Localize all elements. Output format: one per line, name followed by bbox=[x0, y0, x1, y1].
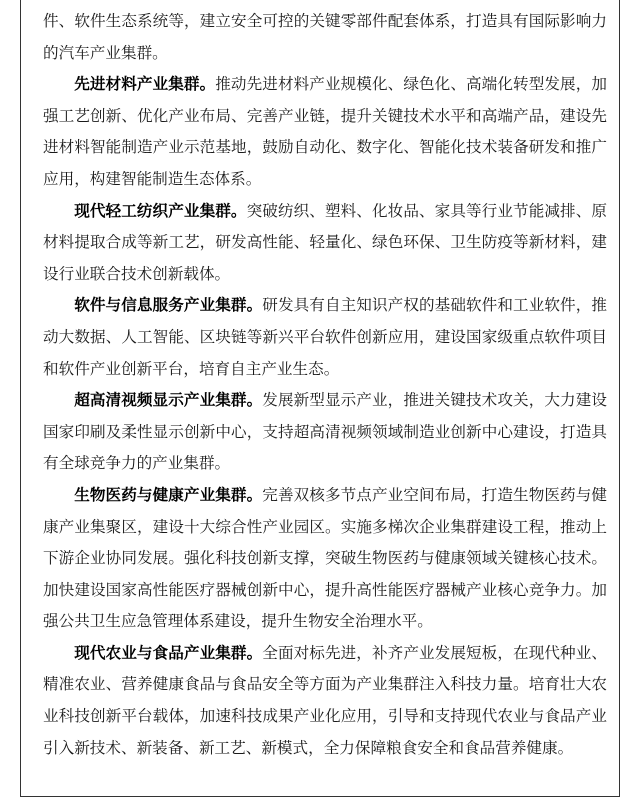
paragraph-software-info bbox=[43, 290, 607, 385]
paragraph-agriculture-food bbox=[43, 638, 607, 764]
paragraph-heading: 现代农业与食品产业集群。 bbox=[74, 643, 263, 662]
paragraph-body: 研发具有自主知识产权的基础软件和工业软件，推动大数据、人工智能、区块链等新兴平台软件创新应用，建设国家级重点软件项目和软件产业创新平台，培育自主产业生态。 bbox=[43, 296, 607, 378]
paragraph-body: 突破纺织、塑料、化妆品、家具等行业节能减排、原材料提取合成等新工艺，研发高性能、轻量化、绿色环保、卫生防疫等新材料，建设行业联合技术创新载体。 bbox=[43, 201, 607, 283]
paragraph-body: 完善双核多节点产业空间布局，打造生物医药与健康产业集聚区，建设十大综合性产业园区。实施多梯次企业集群建设工程，推动上下游企业协同发展。强化科技创新支撑，突破生物医药与健康领域关键核心技术。加快建设国家高性能医疗器械创新中心，提升高性能医疗器械产业核心竞争力。加强公共卫生应急管理体系建设，提升生物安全治理水平。 bbox=[43, 485, 607, 631]
paragraph-heading: 软件与信息服务产业集群。 bbox=[74, 296, 263, 315]
paragraph-heading: 生物医药与健康产业集群。 bbox=[74, 485, 263, 504]
paragraph-light-textile bbox=[43, 196, 607, 291]
paragraph-continuation bbox=[43, 6, 607, 69]
paragraph-heading: 现代轻工纺织产业集群。 bbox=[74, 201, 247, 220]
paragraph-uhd-video bbox=[43, 385, 607, 480]
paragraph-biomedicine bbox=[43, 480, 607, 638]
paragraph-body: 推动先进材料产业规模化、绿色化、高端化转型发展，加强工艺创新、优化产业布局、完善产业链，提升关键技术水平和高端产品，建设先进材料智能制造产业示范基地，鼓励自动化、数字化、智能化技术装备研发和推广应用，构建智能制造生态体系。 bbox=[43, 75, 607, 188]
paragraph-heading: 超高清视频显示产业集群。 bbox=[74, 391, 263, 410]
paragraph-body: 发展新型显示产业，推进关键技术攻关，大力建设国家印刷及柔性显示创新中心，支持超高清视频领域制造业创新中心建设，打造具有全球竞争力的产业集群。 bbox=[43, 391, 607, 473]
paragraph-body: 件、软件生态系统等，建立安全可控的关键零部件配套体系，打造具有国际影响力的汽车产业集群。 bbox=[43, 12, 607, 62]
document-page bbox=[20, 0, 620, 797]
paragraph-advanced-materials bbox=[43, 69, 607, 195]
paragraph-heading: 先进材料产业集群。 bbox=[74, 75, 216, 94]
paragraph-body: 全面对标先进，补齐产业发展短板，在现代种业、精准农业、营养健康食品与食品安全等方面为产业集群注入科技力量。培育壮大农业科技创新平台载体，加速科技成果产业化应用，引导和支持现代农业与食品产业引入新技术、新装备、新工艺、新模式，全力保障粮食安全和食品营养健康。 bbox=[43, 643, 607, 757]
